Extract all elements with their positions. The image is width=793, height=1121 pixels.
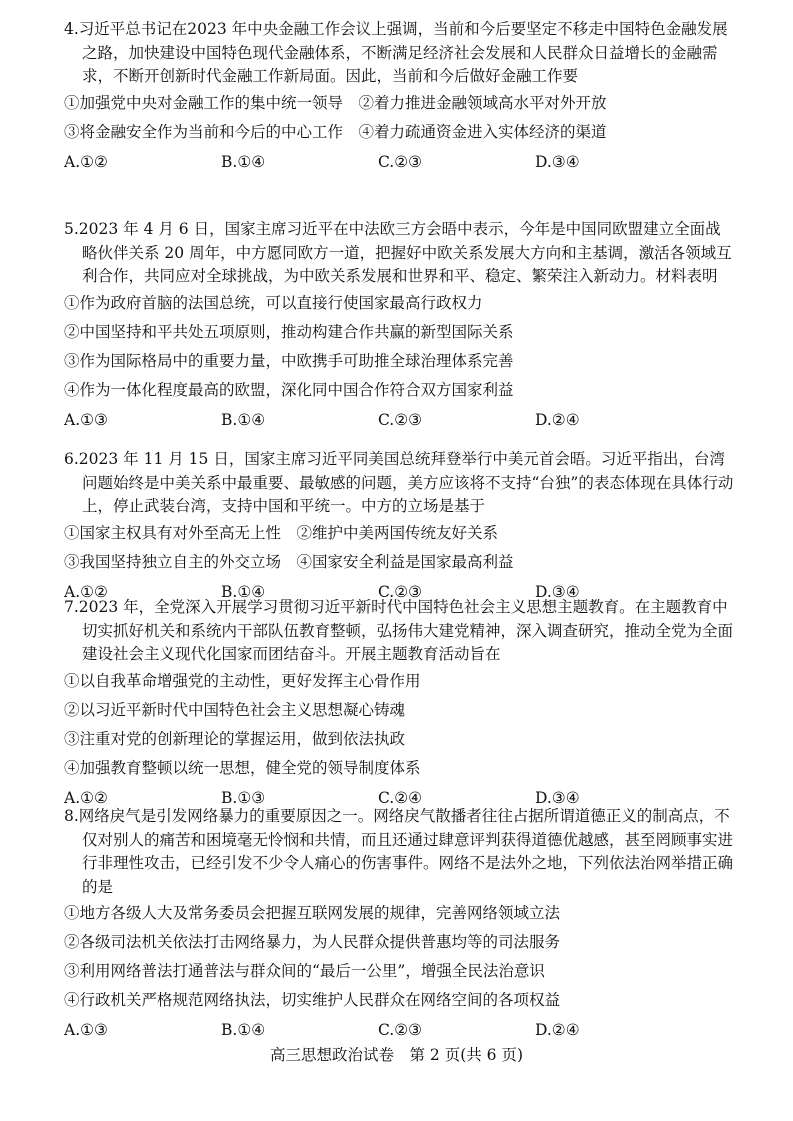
statement-line: ①国家主权具有对外至高无上性 ②维护中美两国传统友好关系	[64, 523, 499, 542]
answer-options	[64, 1015, 736, 1045]
statement-line: ②各级司法机关依法打击网络暴力，为人民群众提供普惠均等的司法服务	[64, 933, 561, 951]
option-d: D.③④	[535, 152, 580, 171]
option-b: B.①④	[221, 152, 266, 171]
option-b: B.①④	[221, 582, 266, 601]
option-c: C.②③	[378, 410, 423, 429]
question-5	[64, 218, 736, 435]
question-7	[64, 596, 736, 813]
statement-line: ③利用网络普法打通普法与群众间的“最后一公里”，增强全民法治意识	[64, 962, 545, 980]
statement-line: ①地方各级人大及常务委员会把握互联网发展的规律，完善网络领域立法	[64, 904, 561, 922]
answer-options	[64, 147, 736, 177]
question-stem: 4.习近平总书记在2023 年中央金融工作会议上强调，当前和今后要坚定不移走中国特色金融发展之路，加快建设中国特色现代金融体系，不断满足经济社会发展和人民群众日益增长的金融需求，不断开创新时代金融工作新局面。因此，当前和今后做好金融工作要	[64, 20, 728, 85]
option-a: A.①②	[64, 788, 108, 807]
statement-line: ④加强教育整顿以统一思想，健全党的领导制度体系	[64, 758, 421, 777]
question-6	[64, 448, 736, 607]
option-a: A.①③	[64, 410, 108, 429]
option-b: B.①③	[221, 788, 266, 807]
page-footer: 高三思想政治试卷 第 2 页(共 6 页)	[269, 1046, 524, 1064]
option-b: B.①④	[221, 1021, 266, 1039]
statement-line: ④行政机关严格规范网络执法，切实维护人民群众在网络空间的各项权益	[64, 991, 561, 1009]
question-stem: 5.2023 年 4 月 6 日，国家主席习近平在中法欧三方会晤中表示，今年是中国同欧盟建立全面战略伙伴关系 20 周年，中方愿同欧方一道，把握好中欧关系发展大方向和主基调，激活各领域互利合作，共同应对全球挑战，为中欧关系发展和世界和平、稳定、繁荣注入新动力。材料表明	[64, 220, 732, 285]
option-d: D.②④	[535, 410, 580, 429]
statement-line: ①以自我革命增强党的主动性，更好发挥主心骨作用	[64, 671, 421, 690]
statement-line: ④作为一体化程度最高的欧盟，深化同中国合作符合双方国家利益	[64, 380, 514, 399]
option-c: C.②④	[378, 788, 423, 807]
option-c: C.②③	[378, 1021, 423, 1039]
question-stem: 6.2023 年 11 月 15 日，国家主席习近平同美国总统拜登举行中美元首会晤。习近平指出，台湾问题始终是中美关系中最重要、最敏感的问题，美方应该将不支持“台独”的表态体现在具体行动上，停止武装台湾，支持中国和平统一。中方的立场是基于	[64, 450, 734, 515]
question-4	[64, 18, 736, 177]
option-d: D.③④	[535, 582, 580, 601]
question-8	[64, 805, 736, 1045]
statement-line: ③注重对党的创新理论的掌握运用，做到依法执政	[64, 729, 406, 748]
option-b: B.①④	[221, 410, 266, 429]
statement-line: ②中国坚持和平共处五项原则，推动构建合作共赢的新型国际关系	[64, 322, 514, 341]
statement-line: ③作为国际格局中的重要力量，中欧携手可助推全球治理体系完善	[64, 351, 514, 370]
question-stem: 8.网络戾气是引发网络暴力的重要原因之一。网络戾气散播者往往占据所谓道德正义的制高点，不仅对别人的痛苦和困境毫无怜悯和共情，而且还通过肆意评判获得道德优越感，甚至罔顾事实进行非理性攻击，已经引发不少令人痛心的伤害事件。网络不是法外之地，下列依法治网举措正确的是	[64, 807, 734, 896]
option-a: A.①③	[64, 1021, 108, 1039]
statement-line: ①加强党中央对金融工作的集中统一领导 ②着力推进金融领域高水平对外开放	[64, 93, 607, 112]
option-a: A.①②	[64, 582, 108, 601]
statement-line: ③我国坚持独立自主的外交立场 ④国家安全利益是国家最高利益	[64, 552, 514, 571]
answer-options	[64, 405, 736, 435]
question-stem: 7.2023 年，全党深入开展学习贯彻习近平新时代中国特色社会主义思想主题教育。在主题教育中切实抓好机关和系统内干部队伍教育整顿，弘扬伟大建党精神，深入调查研究，推动全党为全面建设社会主义现代化国家而团结奋斗。开展主题教育活动旨在	[64, 598, 734, 663]
option-c: C.②③	[378, 152, 423, 171]
option-d: D.③④	[535, 788, 580, 807]
option-d: D.②④	[535, 1021, 580, 1039]
statement-line: ②以习近平新时代中国特色社会主义思想凝心铸魂	[64, 700, 406, 719]
option-c: C.②③	[378, 582, 423, 601]
statement-line: ①作为政府首脑的法国总统，可以直接行使国家最高行政权力	[64, 293, 483, 312]
statement-line: ③将金融安全作为当前和今后的中心工作 ④着力疏通资金进入实体经济的渠道	[64, 122, 607, 141]
option-a: A.①②	[64, 152, 108, 171]
